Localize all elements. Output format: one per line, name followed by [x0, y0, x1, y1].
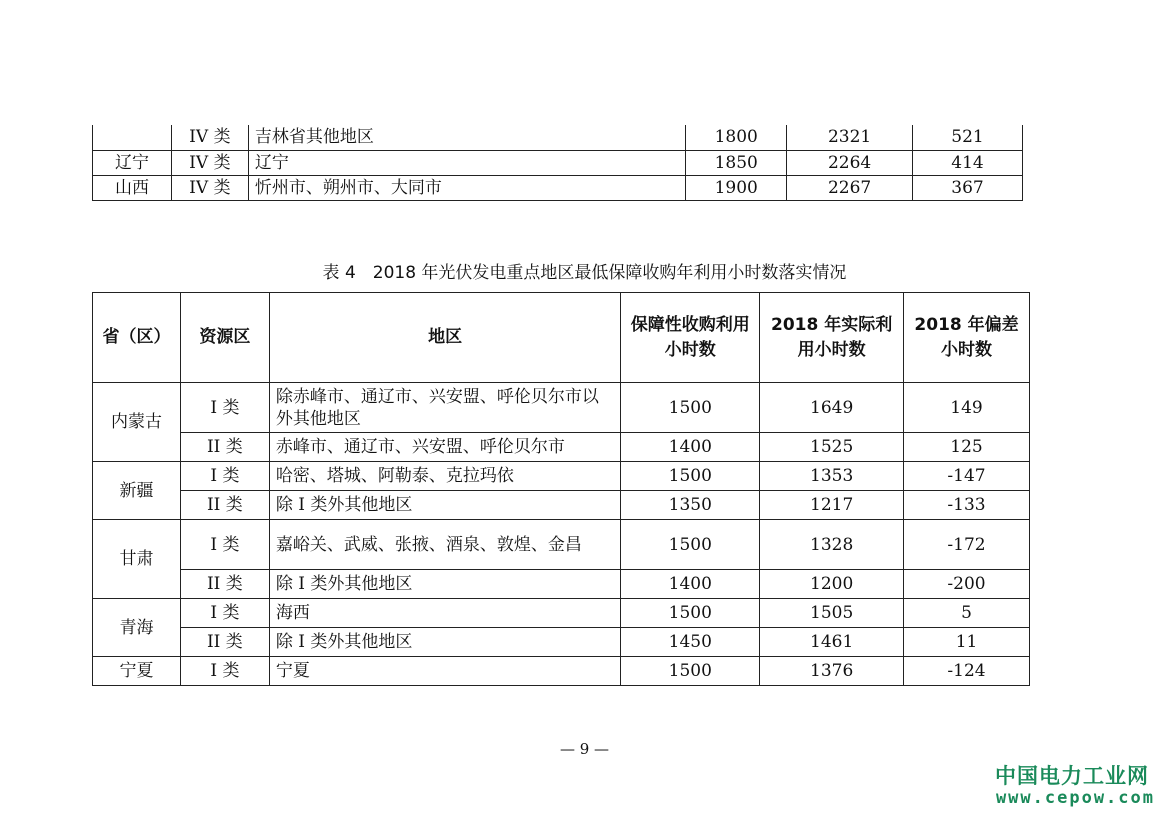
guaranteed-hours-cell: 1500	[621, 599, 760, 628]
actual-hours-cell: 2267	[787, 175, 913, 200]
province-cell: 甘肃	[93, 520, 181, 599]
guaranteed-hours-cell: 1400	[621, 570, 760, 599]
deviation-cell: 125	[904, 433, 1030, 462]
actual-hours-cell: 1328	[760, 520, 904, 570]
table-row	[93, 125, 1023, 150]
guaranteed-hours-cell: 1500	[621, 383, 760, 433]
region-cell: 除 I 类外其他地区	[269, 570, 621, 599]
table-row	[93, 520, 1030, 570]
guaranteed-hours-cell: 1450	[621, 628, 760, 657]
resource-class-cell: II 类	[180, 628, 269, 657]
table4-caption: 表 4 2018 年光伏发电重点地区最低保障收购年利用小时数落实情况	[322, 263, 847, 283]
region-cell: 除赤峰市、通辽市、兴安盟、呼伦贝尔市以外其他地区	[269, 383, 621, 433]
region-cell: 除 I 类外其他地区	[269, 491, 621, 520]
region-cell: 赤峰市、通辽市、兴安盟、呼伦贝尔市	[269, 433, 621, 462]
resource-class-cell: I 类	[180, 520, 269, 570]
actual-hours-cell: 1505	[760, 599, 904, 628]
deviation-cell: -133	[904, 491, 1030, 520]
actual-hours-cell: 1525	[760, 433, 904, 462]
province-cell: 宁夏	[93, 657, 181, 686]
resource-class-cell: II 类	[180, 433, 269, 462]
header-deviation-hours: 2018 年偏差小时数	[904, 293, 1030, 383]
province-cell: 辽宁	[93, 150, 172, 175]
page-number: — 9 —	[559, 740, 610, 758]
region-cell: 宁夏	[269, 657, 621, 686]
table-row	[93, 657, 1030, 686]
actual-hours-cell: 1217	[760, 491, 904, 520]
region-cell: 忻州市、朔州市、大同市	[248, 175, 685, 200]
province-cell	[93, 125, 172, 150]
actual-hours-cell: 1461	[760, 628, 904, 657]
guaranteed-hours-cell: 1500	[621, 520, 760, 570]
resource-class-cell: II 类	[180, 491, 269, 520]
table-row	[93, 599, 1030, 628]
actual-hours-cell: 1376	[760, 657, 904, 686]
header-actual-hours: 2018 年实际利用小时数	[760, 293, 904, 383]
resource-class-cell: IV 类	[171, 150, 248, 175]
deviation-cell: 367	[913, 175, 1023, 200]
province-cell: 山西	[93, 175, 172, 200]
guaranteed-hours-cell: 1400	[621, 433, 760, 462]
region-cell: 嘉峪关、武威、张掖、酒泉、敦煌、金昌	[269, 520, 621, 570]
region-cell: 除 I 类外其他地区	[269, 628, 621, 657]
watermark-site-name: 中国电力工业网	[995, 764, 1149, 788]
region-cell: 海西	[269, 599, 621, 628]
actual-hours-cell: 2264	[787, 150, 913, 175]
province-cell: 内蒙古	[93, 383, 181, 462]
header-guaranteed-hours: 保障性收购利用小时数	[621, 293, 760, 383]
resource-class-cell: IV 类	[171, 175, 248, 200]
province-cell: 青海	[93, 599, 181, 657]
guaranteed-hours-cell: 1500	[621, 657, 760, 686]
table-row	[93, 175, 1023, 200]
guaranteed-hours-cell: 1500	[621, 462, 760, 491]
deviation-cell: 414	[913, 150, 1023, 175]
table-row	[93, 570, 1030, 599]
table-row	[93, 491, 1030, 520]
guaranteed-hours-cell: 1850	[686, 150, 787, 175]
deviation-cell: -200	[904, 570, 1030, 599]
province-cell: 新疆	[93, 462, 181, 520]
deviation-cell: -147	[904, 462, 1030, 491]
header-resource-class: 资源区	[180, 293, 269, 383]
table4	[92, 292, 1030, 686]
resource-class-cell: I 类	[180, 599, 269, 628]
table-row	[93, 433, 1030, 462]
region-cell: 哈密、塔城、阿勒泰、克拉玛依	[269, 462, 621, 491]
header-province: 省（区）	[93, 293, 181, 383]
deviation-cell: -124	[904, 657, 1030, 686]
header-region: 地区	[269, 293, 621, 383]
resource-class-cell: I 类	[180, 657, 269, 686]
table-row	[93, 628, 1030, 657]
region-cell: 辽宁	[248, 150, 685, 175]
deviation-cell: -172	[904, 520, 1030, 570]
actual-hours-cell: 1200	[760, 570, 904, 599]
actual-hours-cell: 1649	[760, 383, 904, 433]
guaranteed-hours-cell: 1350	[621, 491, 760, 520]
deviation-cell: 149	[904, 383, 1030, 433]
table-header-row	[93, 293, 1030, 383]
resource-class-cell: IV 类	[171, 125, 248, 150]
table-row	[93, 383, 1030, 433]
deviation-cell: 11	[904, 628, 1030, 657]
guaranteed-hours-cell: 1800	[686, 125, 787, 150]
table-row	[93, 150, 1023, 175]
resource-class-cell: I 类	[180, 462, 269, 491]
watermark-url: www.cepow.com	[995, 788, 1155, 808]
region-cell: 吉林省其他地区	[248, 125, 685, 150]
table3-continuation	[92, 125, 1023, 201]
deviation-cell: 5	[904, 599, 1030, 628]
resource-class-cell: II 类	[180, 570, 269, 599]
actual-hours-cell: 2321	[787, 125, 913, 150]
actual-hours-cell: 1353	[760, 462, 904, 491]
resource-class-cell: I 类	[180, 383, 269, 433]
guaranteed-hours-cell: 1900	[686, 175, 787, 200]
deviation-cell: 521	[913, 125, 1023, 150]
table-row	[93, 462, 1030, 491]
